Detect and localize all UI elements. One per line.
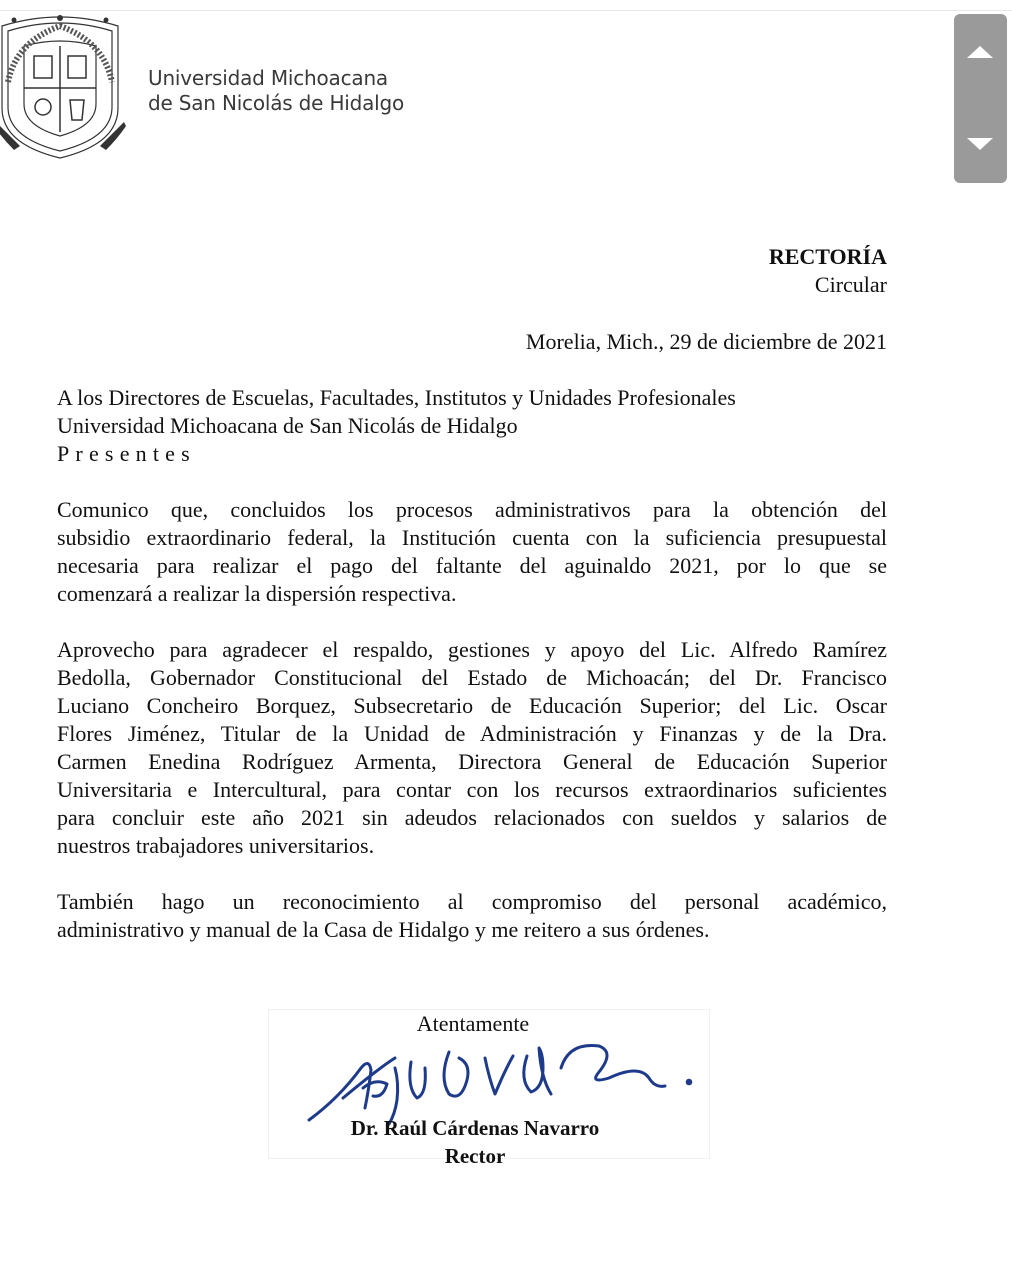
paragraph-line: También hago un reconocimiento al compromiso del personal académico,: [57, 889, 887, 914]
department-title: RECTORÍA: [768, 244, 887, 269]
body-paragraph-2: [57, 636, 887, 860]
addressee-presentes: Presentes: [57, 441, 196, 466]
scroll-down-button[interactable]: [954, 114, 1007, 174]
addressee-line: A los Directores de Escuelas, Facultades, Institutos y Unidades Profesionales: [57, 385, 736, 410]
signature-block: [268, 1009, 710, 1168]
body-paragraph-1: [57, 496, 887, 608]
paragraph-line: Universitaria e Intercultural, para contar con los recursos extraordinarios suficientes: [57, 777, 887, 802]
paragraph-line: Aprovecho para agradecer el respaldo, gestiones y apoyo del Lic. Alfredo Ramírez: [57, 637, 887, 662]
paragraph-line: Comunico que, concluidos los procesos administrativos para la obtención del: [57, 497, 887, 522]
paragraph-line: para concluir este año 2021 sin adeudos relacionados con sueldos y salarios de: [57, 805, 887, 830]
office-heading: [769, 243, 887, 299]
letterhead: [0, 12, 520, 162]
addressee-institution: Universidad Michoacana de San Nicolás de Hidalgo: [57, 413, 518, 438]
signer-title: Rector: [444, 1144, 506, 1168]
paragraph-line: Bedolla, Gobernador Constitucional del Estado de Michoacán; del Dr. Francisco: [57, 665, 887, 690]
signer-name: Dr. Raúl Cárdenas Navarro: [350, 1116, 600, 1140]
paragraph-line: comenzará a realizar la dispersión respectiva.: [57, 581, 457, 606]
paragraph-line: nuestros trabajadores universitarios.: [57, 833, 375, 858]
date-line: Morelia, Mich., 29 de diciembre de 2021: [525, 329, 887, 354]
top-divider: [0, 10, 1012, 11]
paragraph-line: Carmen Enedina Rodríguez Armenta, Directora General de Educación Superior: [57, 749, 887, 774]
paragraph-line: Flores Jiménez, Titular de la Unidad de Administración y Finanzas y de la Dra.: [57, 721, 887, 746]
body-paragraph-3: [57, 888, 887, 944]
addressee-block: [57, 384, 736, 468]
scroll-up-button[interactable]: [954, 22, 1007, 82]
paragraph-line: administrativo y manual de la Casa de Hidalgo y me reitero a sus órdenes.: [57, 917, 710, 942]
university-name-line1: Universidad Michoacana: [148, 66, 388, 90]
page-scroll-control: [954, 14, 1007, 183]
university-seal-icon: [0, 12, 126, 160]
paragraph-line: necesaria para realizar el pago del faltante del aguinaldo 2021, por lo que se: [57, 553, 887, 578]
paragraph-line: subsidio extraordinario federal, la Institución cuenta con la suficiencia presupuestal: [57, 525, 887, 550]
paragraph-line: Luciano Concheiro Borquez, Subsecretario de Educación Superior; del Lic. Oscar: [57, 693, 887, 718]
arrow-up-icon: [967, 46, 993, 58]
closing-salutation: Atentamente: [416, 1011, 530, 1036]
university-name: [148, 66, 404, 116]
arrow-down-icon: [967, 138, 993, 150]
document-type: Circular: [814, 272, 887, 297]
university-name-line2: de San Nicolás de Hidalgo: [148, 91, 405, 115]
